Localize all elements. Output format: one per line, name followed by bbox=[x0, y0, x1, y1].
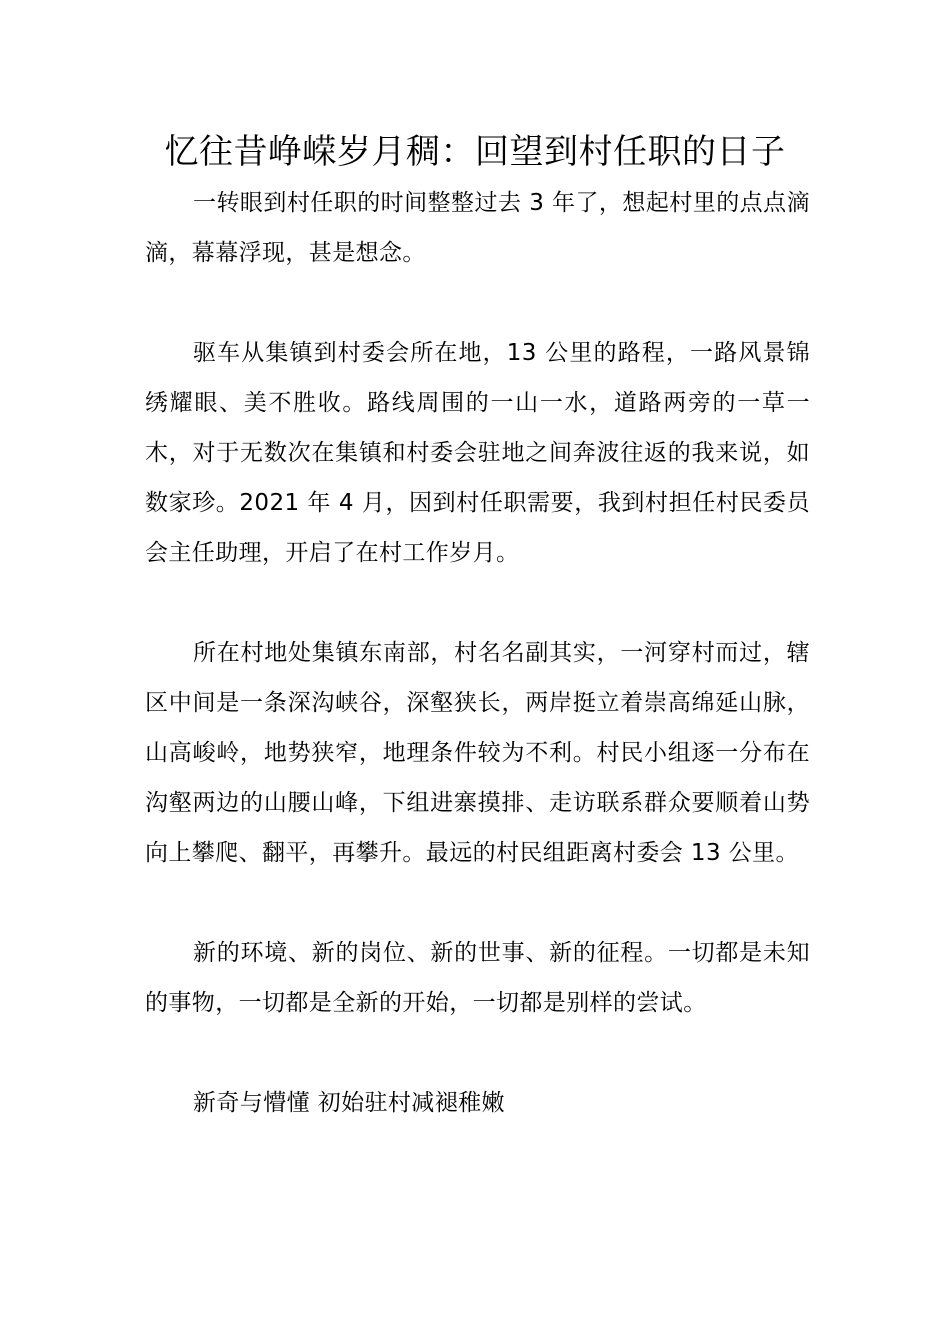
document-body bbox=[145, 178, 810, 1128]
paragraph-intro: 一转眼到村任职的时间整整过去 3 年了，想起村里的点点滴滴，幕幕浮现，甚是想念。 bbox=[145, 190, 810, 266]
paragraph-journey: 驱车从集镇到村委会所在地，13 公里的路程，一路风景锦绣耀眼、美不胜收。路线周围的一山一水，道路两旁的一草一木，对于无数次在集镇和村委会驻地之间奔波往返的我来说，如数家珍。2021 年 4 月，因到村任职需要，我到村担任村民委员会主任助理，开启了在村工作岁月。 bbox=[145, 340, 810, 566]
paragraph-village-geography: 所在村地处集镇东南部，村名名副其实，一河穿村而过，辖区中间是一条深沟峡谷，深壑狭长，两岸挺立着崇高绵延山脉，山高峻岭，地势狭窄，地理条件较为不利。村民小组逐一分布在沟壑两边的山腰山峰，下组进寨摸排、走访联系群众要顺着山势向上攀爬、翻平，再攀升。最远的村民组距离村委会 13 公里。 bbox=[145, 640, 810, 866]
section-heading: 新奇与懵懂 初始驻村减褪稚嫩 bbox=[193, 1090, 505, 1116]
document-title: 忆往昔峥嵘岁月稠：回望到村任职的日子 bbox=[164, 132, 786, 172]
paragraph-new-beginning: 新的环境、新的岗位、新的世事、新的征程。一切都是未知的事物，一切都是全新的开始，一切都是别样的尝试。 bbox=[145, 940, 810, 1016]
